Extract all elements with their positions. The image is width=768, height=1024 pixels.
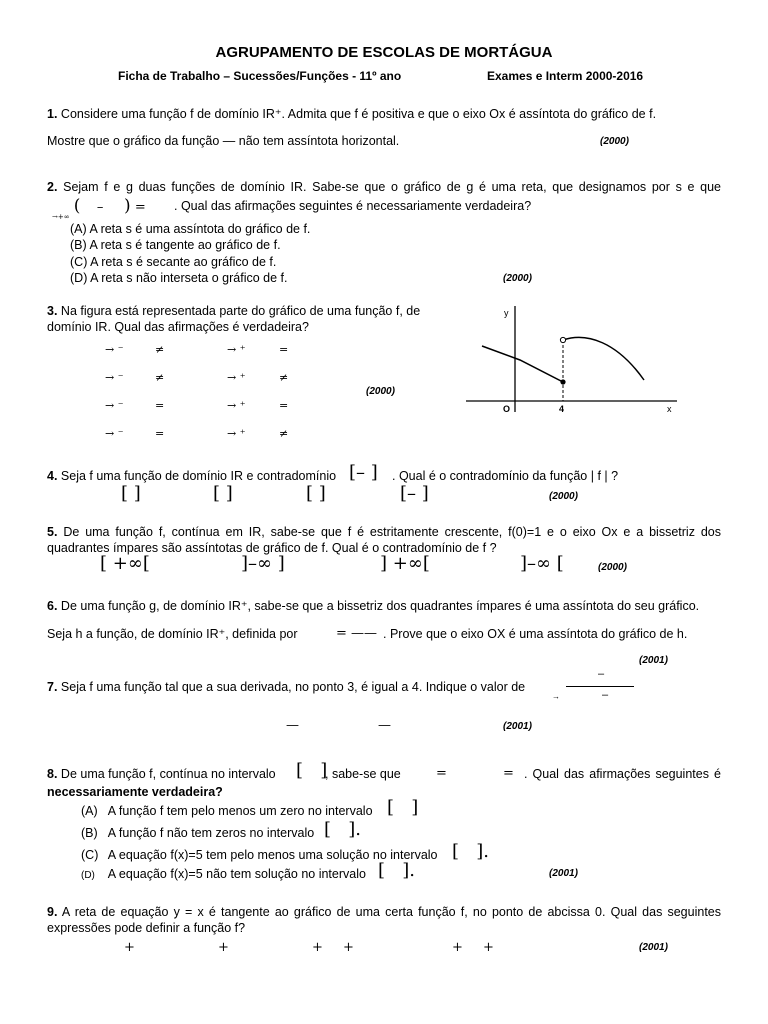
q7-option: — (378, 718, 391, 733)
question-6 (47, 598, 699, 614)
option-d: (D) A reta s não interseta o gráfico de f. (70, 271, 288, 285)
h-definition-formula: = —— (336, 626, 378, 641)
question-2-line2: . Qual das afirmações seguintes é necessariamente verdadeira? (174, 199, 532, 213)
question-number: 9. (47, 905, 58, 919)
year-tag: (2000) (598, 562, 627, 573)
q3-option-row: → ⁻ = → ⁺ ≠ (105, 427, 289, 440)
question-number: 4. (47, 469, 58, 483)
q8-option-a: (A) A função f tem pelo menos um zero no intervalo (81, 804, 373, 818)
year-tag: (2000) (600, 136, 629, 147)
question-number: 7. (47, 680, 58, 694)
q8-option-b: (B) A função f não tem zeros no intervalo (81, 826, 315, 840)
option-b: (B) A reta s é tangente ao gráfico de f. (70, 238, 281, 252)
question-9-line2: expressões pode definir a função f? (47, 921, 246, 935)
q5-option: [ +∞[ (100, 553, 150, 574)
interval-bracket: [– ] (349, 462, 378, 483)
question-5-line1: De uma função f, contínua em IR, sabe-se que f é estritamente crescente, f(0)=1 e o eixo Ox e a bissetriz dos (63, 525, 721, 539)
question-number: 1. (47, 107, 58, 121)
question-number: 2. (47, 180, 58, 194)
q5-option: ]–∞ ] (241, 553, 285, 574)
function-graph (462, 304, 684, 416)
q3-option-row: → ⁻ ≠ → ⁺ ≠ (105, 371, 289, 384)
q8-option-d: (D) A equação f(x)=5 não tem solução no intervalo (81, 867, 366, 881)
q4-option: [ ] (121, 483, 141, 504)
year-tag: (2000) (366, 386, 395, 397)
open-point (560, 337, 565, 342)
question-2-line1: Sejam f e g duas funções de domínio IR. Sabe-se que o gráfico de g é uma reta, que designamos por s e que (63, 180, 721, 194)
question-number: 3. (47, 304, 58, 318)
q9-option: + + (452, 940, 494, 955)
q3-option-row: → ⁻ = → ⁺ = (105, 399, 289, 412)
question-2 (47, 179, 721, 195)
q4-option: [ ] (306, 483, 326, 504)
option-c: (C) A reta s é secante ao gráfico de f. (70, 255, 277, 269)
q9-option: + + (312, 940, 354, 955)
question-8-line1a: De uma função f, contínua no intervalo (60, 767, 276, 781)
question-5 (47, 524, 721, 540)
question-3 (47, 303, 420, 319)
question-8-line2: necessariamente verdadeira? (47, 785, 223, 799)
question-6-line2a: Seja h a função, de domínio IR⁺, definida por (47, 627, 298, 641)
graph-right-branch (563, 337, 644, 380)
q5-option: ] +∞[ (380, 553, 430, 574)
question-7-text: Seja f uma função tal que a sua derivada, no ponto 3, é igual a 4. Indique o valor de (60, 680, 526, 694)
question-7 (47, 679, 525, 695)
question-number: 8. (47, 767, 58, 781)
closed-point (560, 379, 565, 384)
interval-bracket: [ ] (387, 797, 419, 818)
worksheet-subtitle: Ficha de Trabalho – Sucessões/Funções - 11º ano (118, 69, 402, 83)
question-9 (47, 904, 721, 920)
question-4 (47, 468, 336, 484)
origin-label: O (503, 404, 511, 414)
year-tag: (2001) (549, 868, 578, 879)
interval-bracket: [ ] (296, 760, 328, 781)
question-8-line1c: . Qual das afirmações seguintes é (524, 767, 721, 781)
year-tag: (2000) (503, 273, 532, 284)
q8-option-c: (C) A equação f(x)=5 tem pelo menos uma solução no intervalo (81, 848, 438, 862)
question-3-line1: Na figura está representada parte do gráfico de uma função f, de (60, 304, 421, 318)
q7-option: — (286, 718, 299, 733)
option-a: (A) A reta s é uma assíntota do gráfico de f. (70, 222, 311, 236)
question-9-line1: A reta de equação y = x é tangente ao gráfico de uma certa função f, no ponto de abcissa 0. Qual das seguintes (61, 905, 721, 919)
x-axis-label: x (667, 404, 672, 414)
question-5-line2: quadrantes ímpares são assíntotas de gráfico de f. Qual é o contradomínio de f ? (47, 541, 497, 555)
equal-sign: = (436, 766, 447, 781)
graph-left-branch (482, 346, 563, 382)
question-8-line1b: , sabe-se que (325, 767, 401, 781)
question-1 (47, 106, 656, 122)
question-4-text: Seja f uma função de domínio IR e contradomínio (60, 469, 337, 483)
page-title: AGRUPAMENTO DE ESCOLAS DE MORTÁGUA (215, 44, 553, 61)
q9-option: + (218, 940, 229, 955)
question-6-line2b: . Prove que o eixo OX é uma assíntota do gráfico de h. (383, 627, 688, 641)
question-6-line1: De uma função g, de domínio IR⁺, sabe-se que a bissetriz dos quadrantes ímpares é uma assíntota do seu gráfico. (60, 599, 700, 613)
year-tag: (2000) (549, 491, 578, 502)
tick-label-4: 4 (559, 404, 565, 414)
question-4-text2: . Qual é o contradomínio da função | f | ? (392, 469, 619, 483)
question-number: 6. (47, 599, 58, 613)
y-axis-label: y (504, 308, 509, 318)
q4-option: [ ] (213, 483, 233, 504)
question-8 (47, 766, 276, 782)
year-tag: (2001) (639, 655, 668, 666)
interval-bracket: [ ]. (378, 860, 415, 881)
q3-option-row: → ⁻ ≠ → ⁺ = (105, 343, 289, 356)
limit-fraction: – – → (552, 668, 634, 708)
interval-bracket: [ ]. (452, 841, 489, 862)
question-1-line2: Mostre que o gráfico da função — não tem assíntota horizontal. (47, 134, 400, 148)
q4-option: [– ] (400, 483, 429, 504)
year-tag: (2001) (503, 721, 532, 732)
exams-range: Exames e Interm 2000-2016 (487, 69, 644, 83)
q9-option: + (124, 940, 135, 955)
limit-formula: $_{\to+\infty}$ ( – ) = (52, 196, 146, 221)
question-number: 5. (47, 525, 58, 539)
year-tag: (2001) (639, 942, 668, 953)
question-3-line2: domínio IR. Qual das afirmações é verdadeira? (47, 320, 309, 334)
interval-bracket: [ ]. (324, 819, 361, 840)
equal-sign: = (503, 766, 514, 781)
q5-option: ]–∞ [ (520, 553, 564, 574)
question-1-line1: Considere uma função f de domínio IR⁺. Admita que f é positiva e que o eixo Ox é assíntota do gráfico de f. (60, 107, 657, 121)
